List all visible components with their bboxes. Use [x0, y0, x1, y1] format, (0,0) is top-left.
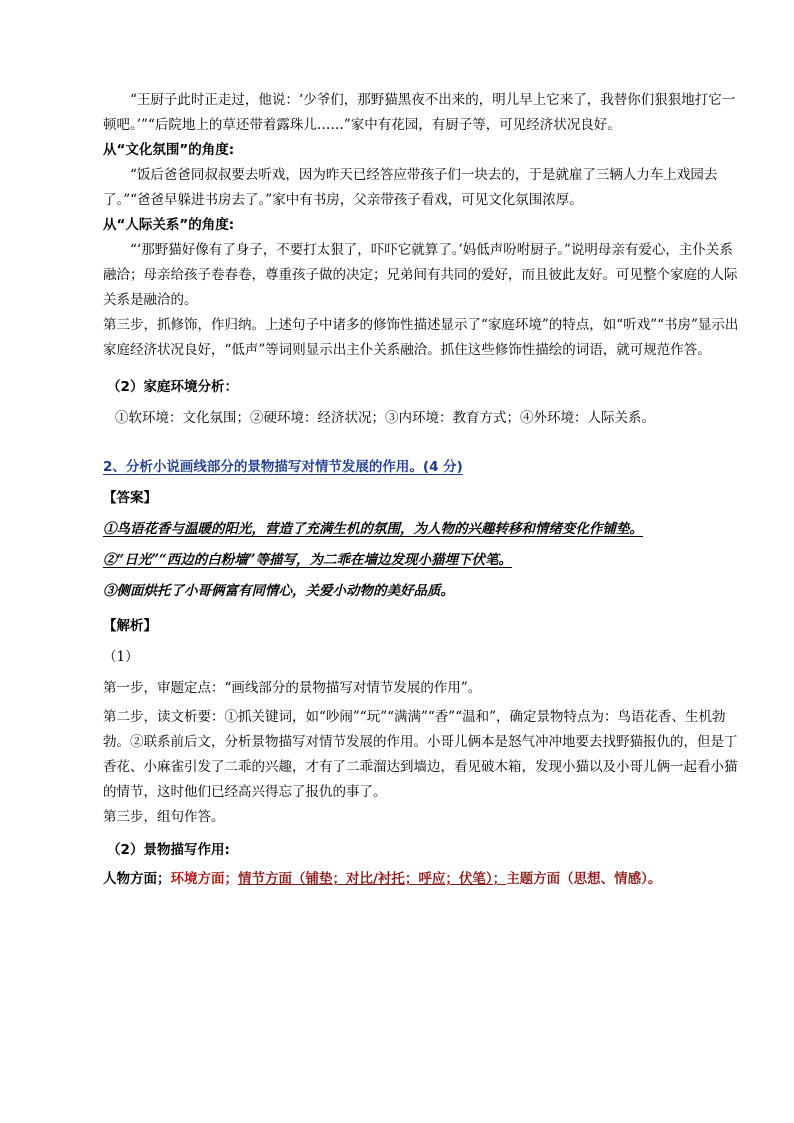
answer-item-1: ①鸟语花香与温暖的阳光，营造了充满生机的氛围，为人物的兴趣转移和情绪变化作铺垫。: [103, 521, 643, 537]
analysis-part1: （1）: [103, 649, 139, 665]
analysis-label: 【解析】: [103, 618, 157, 634]
question2-title-text: 2、分析小说画线部分的景物描写对情节发展的作用。(4 分): [103, 459, 463, 475]
paragraph-quote-relations: “‘那野猫好像有了身子，不要打太狠了，吓吓它就算了。’妈低声吩咐厨子。”说明母亲有爱心，主仆关系融洽；母亲给孩子卷春卷，尊重孩子做的决定；兄弟间有共同的爱好，而且彼此友好。可见整个家庭的人际关系是融洽的。: [103, 242, 738, 308]
final-environment: 环境方面；: [170, 871, 238, 887]
analysis-step1: 第一步，审题定点：“画线部分的景物描写对情节发展的作用”。: [103, 680, 482, 696]
paragraph-quote-economy: “王厨子此时正走过，他说：‘少爷们，那野猫黑夜不出来的，明儿早上它来了，我替你们狠狠地打它一顿吧。’”“后院地上的草还带着露珠儿……”家中有花园，有厨子等，可见经济状况良好。: [103, 92, 736, 133]
final-plot: 情节方面（铺垫；对比/衬托；呼应；伏笔）；: [238, 871, 507, 887]
heading-relations: 从“人际关系”的角度:: [103, 217, 235, 233]
env-analysis-line: ①软环境：文化氛围；②硬环境：经济状况；③内环境：教育方式；④外环境：人际关系。: [115, 410, 655, 426]
answer-label: 【答案】: [103, 490, 157, 506]
paragraph-quote-culture: “饭后爸爸同叔叔要去听戏，因为昨天已经答应带孩子们一块去的，于是就雇了三辆人力车上戏园去了。”“爸爸早躲进书房去了。”家中有书房，父亲带孩子看戏，可见文化氛围浓厚。: [103, 167, 718, 208]
env-analysis-title: （2）家庭环境分析：: [107, 379, 238, 395]
analysis-step2: 第二步，读文析要：①抓关键词，如“吵闹”“玩”“满满”“香”“温和”，确定景物特点为：鸟语花香、生机勃勃。②联系前后文，分析景物描写对情节发展的作用。小哥儿俩本是怒气冲冲地要去找野猫报仇的，但是丁香花、小麻雀引发了二乖的兴趣，才有了二乖溜达到墙边，看见破木箱，发现小猫以及小哥儿俩一起看小猫的情节，这时他们已经高兴得忘了报仇的事了。: [103, 709, 738, 800]
final-character: 人物方面；: [103, 871, 171, 887]
final-theme: 主题方面（思想、情感）。: [506, 871, 662, 887]
question2-title: [103, 455, 743, 480]
answer-item-3: ③侧面烘托了小哥俩富有同情心，关爱小动物的美好品质。: [103, 583, 454, 599]
analysis-part2: （2）景物描写作用:: [107, 842, 230, 858]
analysis-step3: 第三步，组句作答。: [103, 809, 225, 825]
paragraph-step3: 第三步，抓修饰，作归纳。上述句子中诸多的修饰性描述显示了“家庭环境”的特点，如“听戏”“书房”显示出家庭经济状况良好，“低声”等词则显示出主仆关系融洽。抓住这些修饰性描绘的词语，就可规范作答。: [103, 317, 739, 358]
answer-item-2: ②“日光”“西边的白粉墙”等描写，为二乖在墙边发现小猫埋下伏笔。: [103, 552, 513, 568]
analysis-final-line: [103, 867, 743, 892]
document-content: [103, 88, 743, 892]
heading-culture: 从“文化氛围”的角度:: [103, 142, 235, 158]
